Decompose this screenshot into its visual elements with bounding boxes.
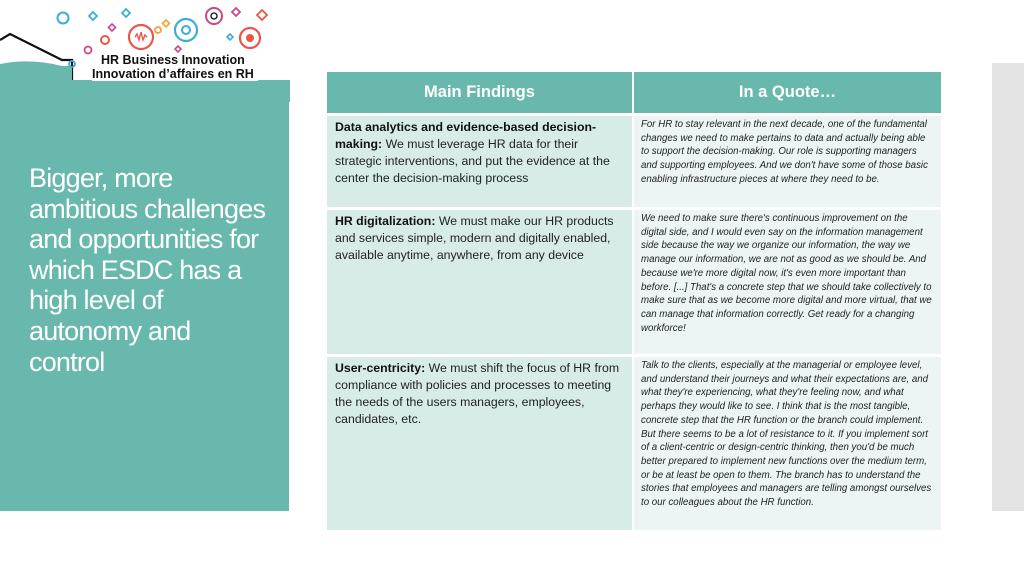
sidebar-title: Bigger, more ambitious challenges and opportunities for which ESDC has a high level of autonomy and control: [29, 163, 266, 377]
header-in-a-quote: In a Quote…: [634, 72, 941, 113]
header-main-findings: Main Findings: [327, 72, 632, 113]
logo-band: [0, 80, 290, 102]
finding-text: We must make our HR products and services simple, modern and digitally enabled, available anytime, anywhere, from any device: [335, 214, 614, 262]
quote-cell: For HR to stay relevant in the next decade, one of the fundamental changes we need to make pertains to data and actually being able to support the decision-making. Our role is supporting managers and supporting employees. And we don't have some of those basic enabling infrastructure pieces at where they need to be.: [634, 116, 941, 207]
finding-text: We must shift the focus of HR from compliance with policies and processes to meeting the needs of the users managers, employees, candidates, etc.: [335, 361, 620, 426]
finding-text: We must leverage HR data for their strategic interventions, and put the evidence at the center the decision-making process: [335, 137, 610, 185]
quote-cell: Talk to the clients, especially at the managerial or employee level, and understand their journeys and what their expectations are, and what they're experiencing, what they're feeling now, and what perhaps they would like to see. I think that is the most tangible, concrete step that the HR function or the branch could implement. But there seems to be a lot of resistance to it. If you implement sort of a client-centric or design-centric thinking, then you'd be much better prepared to implement new functions over the medium term, or be at least be open to them. The branch has to understand the stories that employees and managers are telling amongst ourselves to our colleagues about the HR function.: [634, 357, 941, 530]
finding-cell: [327, 116, 632, 207]
finding-title: Data analytics and evidence-based decision-making:: [335, 120, 597, 151]
scroll-strip: [992, 63, 1024, 511]
finding-cell: [327, 357, 632, 530]
table-row: [327, 210, 941, 354]
finding-cell: [327, 210, 632, 354]
findings-table: [325, 72, 943, 530]
table-row: [327, 357, 941, 530]
finding-title: User-centricity:: [335, 361, 426, 375]
table-row: [327, 116, 941, 207]
finding-title: HR digitalization:: [335, 214, 436, 228]
logo: [0, 0, 290, 102]
quote-cell: We need to make sure there's continuous improvement on the digital side, and I would even say on the information management side because the way we organize our information, the way we manage our information, we are not as good as we should be. And because we're more digital now, it's even more important than before. [...] That's a concrete step that we should take collectively to make sure that as we become more digital and more virtual, that we can manage that information correctly. Get ready for a changing workforce!: [634, 210, 941, 354]
sidebar-panel: [0, 102, 289, 511]
logo-title-en: HR Business Innovation: [101, 53, 245, 67]
logo-title-fr: Innovation d’affaires en RH: [92, 67, 258, 81]
